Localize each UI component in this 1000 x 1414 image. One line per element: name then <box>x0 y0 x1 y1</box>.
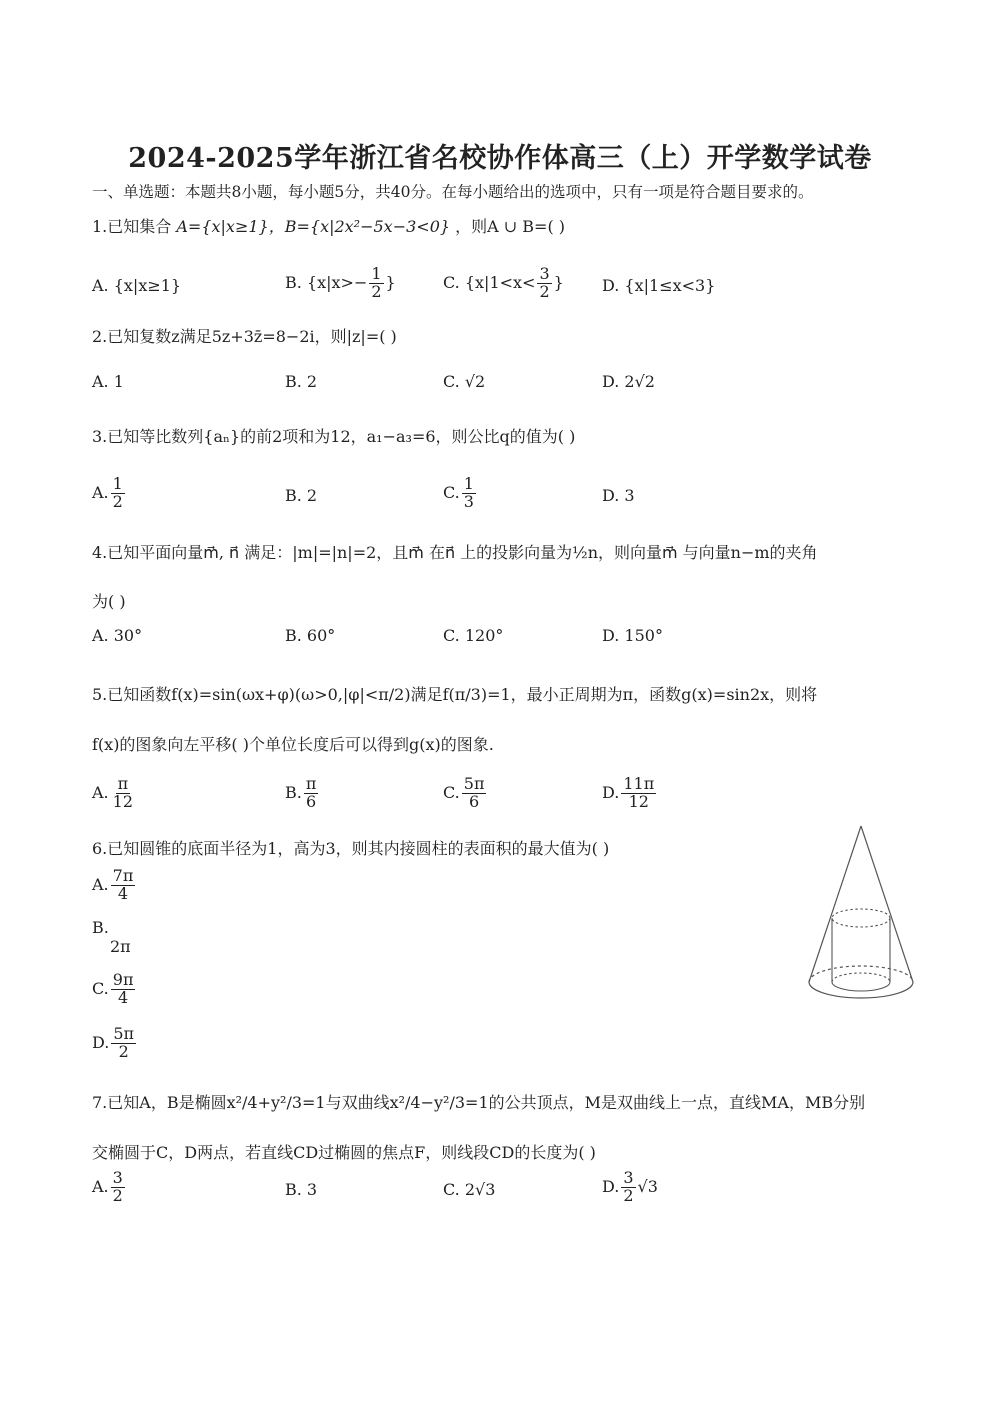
q6-option-c-frac <box>111 972 136 1007</box>
q7-option-d-frac <box>621 1170 635 1205</box>
q1-math: A={x|x≥1}，B={x|2x²−5x−3<0} <box>176 217 451 236</box>
q5-option-a[interactable] <box>92 776 137 811</box>
q1-stem-a: 1.已知集合 <box>92 217 172 236</box>
q5-option-c-label: C. <box>443 782 460 802</box>
q3-option-c-frac <box>462 476 476 511</box>
q1-option-c-frac <box>537 266 551 301</box>
frac-den: 6 <box>306 791 317 811</box>
section-header: 一、单选题：本题共8小题，每小题5分，共40分。在每小题给出的选项中，只有一项是符合题目要求的。 <box>92 183 814 201</box>
question-5-cont: f(x)的图象向左平移( )个单位长度后可以得到g(x)的图象. <box>92 735 494 754</box>
cone-cylinder-diagram <box>805 822 917 1006</box>
question-7: 7.已知A，B是椭圆x²/4+y²/3=1与双曲线x²/4−y²/3=1的公共顶点，M是双曲线上一点，直线MA，MB分别 <box>92 1093 866 1112</box>
q6-option-c-label: C. <box>92 978 109 998</box>
q4-option-c[interactable]: C. 120° <box>443 626 504 645</box>
frac-num: 5π <box>113 1024 135 1043</box>
q6-option-c[interactable] <box>92 972 137 1007</box>
question-3: 3.已知等比数列{aₙ}的前2项和为12，a₁−a₃=6，则公比q的值为( ) <box>92 427 576 446</box>
q1-option-b-label: B. {x|x>− <box>285 272 368 292</box>
frac-num: 3 <box>539 264 550 283</box>
q5-option-d-label: D. <box>602 782 620 802</box>
q7-option-d-label: D. <box>602 1176 620 1196</box>
frac-num: 1 <box>463 474 474 493</box>
q7-option-a-frac <box>111 1170 125 1205</box>
frac-num: 5π <box>463 774 485 793</box>
q1-option-a[interactable]: A. {x|x≥1} <box>92 276 182 295</box>
frac-den: 12 <box>628 791 649 811</box>
q4-option-d[interactable]: D. 150° <box>602 626 663 645</box>
question-7-cont: 交椭圆于C，D两点，若直线CD过椭圆的焦点F，则线段CD的长度为( ) <box>92 1143 596 1162</box>
q6-option-b-value: 2π <box>110 937 131 956</box>
q5-option-c[interactable] <box>443 776 488 811</box>
q6-option-d[interactable] <box>92 1026 138 1061</box>
q2-option-c[interactable]: C. √2 <box>443 372 486 391</box>
q3-option-a-frac <box>111 476 125 511</box>
q5-option-b-frac <box>304 776 319 811</box>
q7-option-a-label: A. <box>92 1176 109 1196</box>
cone-outline <box>809 826 913 998</box>
q1-option-b-frac <box>369 266 383 301</box>
q1-option-c[interactable] <box>443 266 564 301</box>
q1-option-c-label: C. {x|1<x< <box>443 272 536 292</box>
q3-option-a[interactable] <box>92 476 127 511</box>
q1-stem-b: ，则A ∪ B=( ) <box>455 217 566 236</box>
q3-option-c[interactable] <box>443 476 478 511</box>
cylinder-outline <box>832 909 890 991</box>
q1-option-b[interactable] <box>285 266 396 301</box>
q5-option-b-label: B. <box>285 782 302 802</box>
frac-den: 2 <box>371 281 382 301</box>
q6-option-d-frac <box>111 1026 136 1061</box>
question-4-cont: 为( ) <box>92 592 126 611</box>
frac-num: 1 <box>371 264 382 283</box>
frac-den: 2 <box>112 1185 123 1205</box>
q2-option-d[interactable]: D. 2√2 <box>602 372 655 391</box>
q5-option-d-frac <box>621 776 656 811</box>
frac-num: 1 <box>112 474 123 493</box>
frac-den: 6 <box>469 791 480 811</box>
q3-option-b[interactable]: B. 2 <box>285 486 318 505</box>
q7-option-a[interactable] <box>92 1170 127 1205</box>
q2-option-b[interactable]: B. 2 <box>285 372 318 391</box>
frac-num: π <box>305 774 317 793</box>
page-title: 2024-2025学年浙江省名校协作体高三（上）开学数学试卷 <box>128 143 872 174</box>
q5-option-c-frac <box>462 776 487 811</box>
question-6: 6.已知圆锥的底面半径为1，高为3，则其内接圆柱的表面积的最大值为( ) <box>92 839 610 858</box>
frac-den: 2 <box>112 491 123 511</box>
q7-option-d-end: √3 <box>637 1176 658 1196</box>
q5-option-a-label: A. <box>92 782 109 802</box>
q1-option-b-end: } <box>385 272 396 292</box>
frac-den: 4 <box>118 987 129 1007</box>
frac-num: 9π <box>112 970 134 989</box>
q3-option-d[interactable]: D. 3 <box>602 486 635 505</box>
q4-option-b[interactable]: B. 60° <box>285 626 336 645</box>
q4-option-a[interactable]: A. 30° <box>92 626 143 645</box>
question-2: 2.已知复数z满足5z+3z̄=8−2i，则|z|=( ) <box>92 327 397 346</box>
q5-option-b[interactable] <box>285 776 320 811</box>
frac-den: 3 <box>463 491 474 511</box>
frac-num: 11π <box>623 774 655 793</box>
q1-option-d[interactable]: D. {x|1≤x<3} <box>602 276 716 295</box>
q2-option-a[interactable]: A. 1 <box>92 372 124 391</box>
q1-option-c-end: } <box>553 272 564 292</box>
q7-option-d[interactable] <box>602 1170 658 1205</box>
frac-den: 2 <box>623 1185 634 1205</box>
q7-option-b[interactable]: B. 3 <box>285 1180 318 1199</box>
question-4: 4.已知平面向量m⃗, n⃗ 满足：|m|=|n|=2，且m⃗ 在n⃗ 上的投影向量为½n，则向量m⃗ 与向量n−m的夹角 <box>92 543 818 562</box>
frac-num: 7π <box>112 866 134 885</box>
frac-num: 3 <box>623 1168 634 1187</box>
frac-den: 12 <box>112 791 133 811</box>
q6-option-b[interactable] <box>92 918 131 956</box>
q6-option-d-label: D. <box>92 1032 110 1052</box>
q3-option-a-label: A. <box>92 482 109 502</box>
frac-num: π <box>117 774 129 793</box>
q6-option-a[interactable] <box>92 868 137 903</box>
frac-num: 3 <box>112 1168 123 1187</box>
question-5: 5.已知函数f(x)=sin(ωx+φ)(ω>0,|φ|<π/2)满足f(π/3)=1，最小正周期为π，函数g(x)=sin2x，则将 <box>92 685 818 704</box>
frac-den: 4 <box>117 883 129 903</box>
q5-option-d[interactable] <box>602 776 658 811</box>
q6-option-b-label: B. <box>92 918 109 937</box>
frac-den: 2 <box>118 1041 129 1061</box>
q7-option-c[interactable]: C. 2√3 <box>443 1180 496 1199</box>
frac-den: 2 <box>539 281 550 301</box>
q5-option-a-frac <box>111 776 135 811</box>
q6-option-a-frac <box>111 868 136 903</box>
q3-option-c-label: C. <box>443 482 460 502</box>
question-1 <box>92 214 565 237</box>
q6-option-a-label: A. <box>92 874 109 894</box>
